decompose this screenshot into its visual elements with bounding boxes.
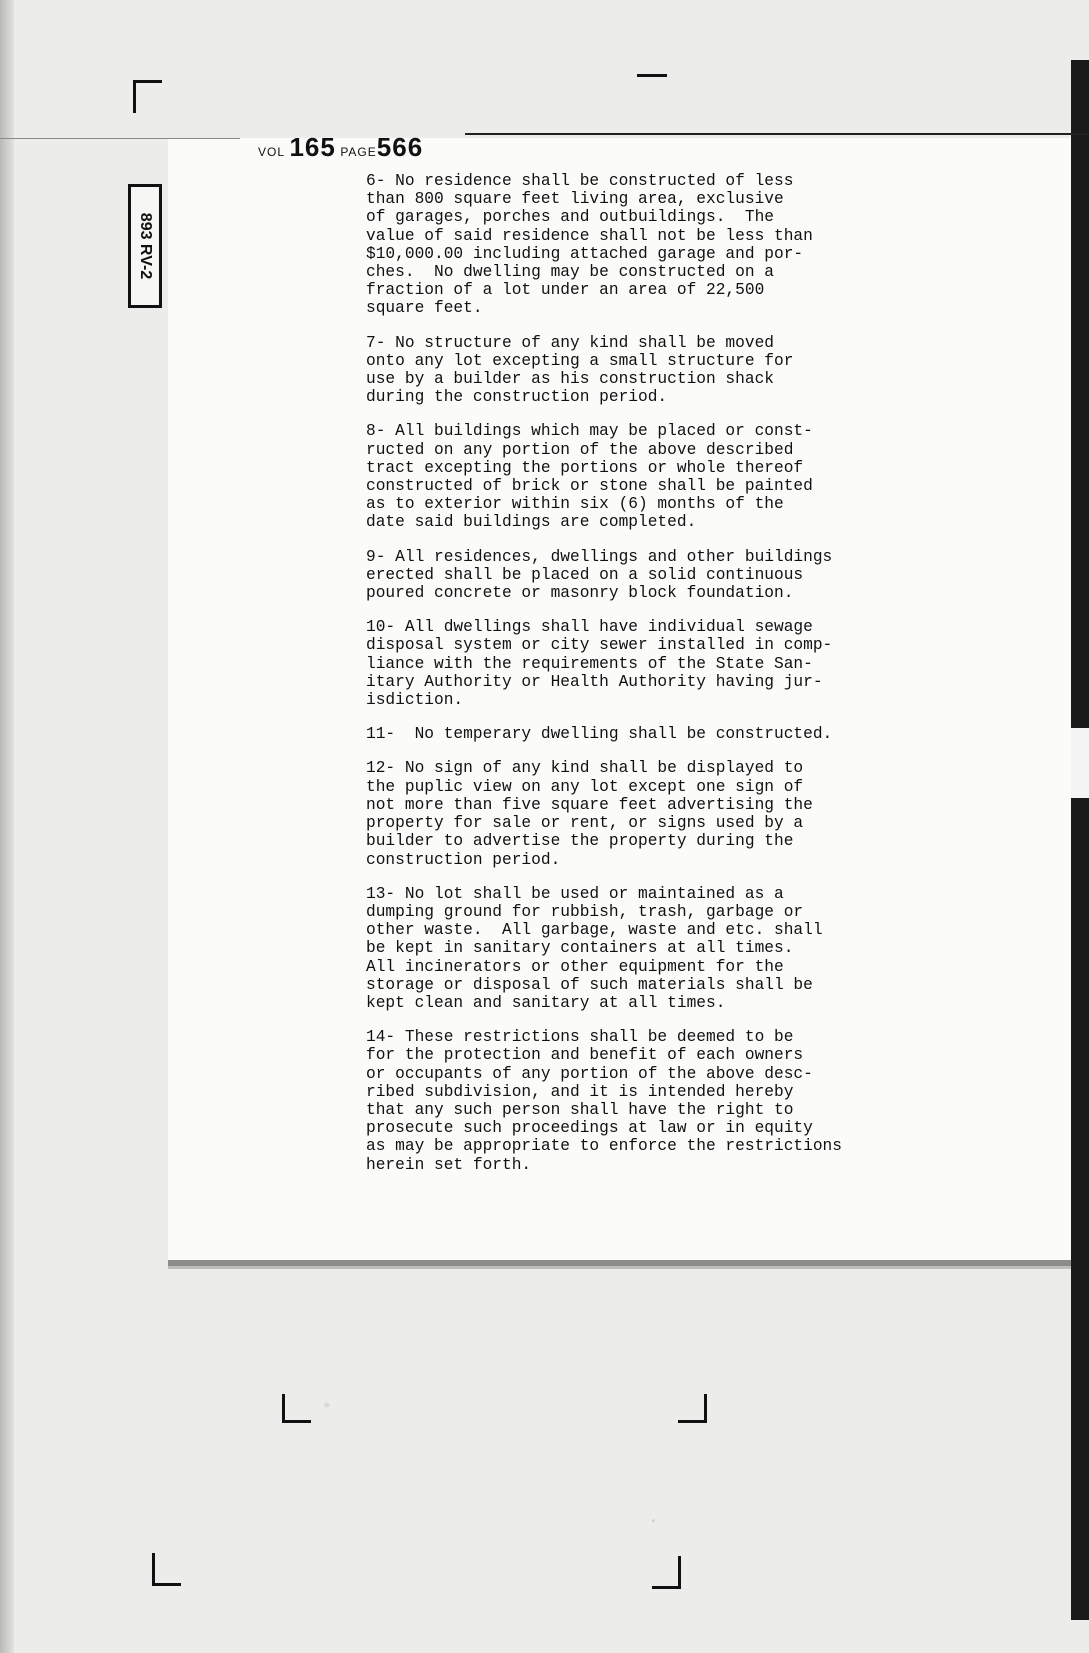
margin-stamp [128,184,162,308]
crop-mark-lower-right [652,1556,681,1589]
page-label: PAGE [340,145,377,159]
header-rule-right [465,133,1089,135]
crop-mark-bottom-right [678,1394,707,1423]
header-rule-left [0,138,240,139]
volume-page-header [258,132,423,162]
crop-mark-lower-left [152,1553,181,1586]
clause-12: 12- No sign of any kind shall be displayed to the puplic view on any lot except one sign of not more than five square feet advertising the property for sale or rent, or signs used by a builder to advertise the property during the construction period. [366,759,813,869]
stamp-text: 893 RV-2 [137,212,154,280]
page-number: 566 [376,132,424,162]
clause-7: 7- No structure of any kind shall be moved onto any lot excepting a small structure for use by a builder as his construction shack during the construction period. [366,333,794,407]
clause-14: 14- These restrictions shall be deemed to be for the protection and benefit of each owners or occupants of any portion of the above desc- ribed subdivision, and it is intended hereby that any such person shall have the right to prosecute such proceedings at law or in equity as may be appropriate to enforce the restrictions herein set forth. [366,1028,842,1174]
clause-8: 8- All buildings which may be placed or const- ructed on any portion of the above described tract excepting the portions or whole thereof constructed of brick or stone shall be painted as to exterior within six (6) months of the date said buildings are completed. [366,422,813,532]
scan-edge-right [1071,60,1089,1620]
clause-6: 6- No residence shall be constructed of less than 800 square feet living area, exclusive of garages, porches and outbuildings. The value of said residence shall not be less than $10,000.00 including attached garage and por- ches. No dwelling may be constructed on a fraction of a lot under an area of 22,500 square feet. [366,172,813,318]
clause-10: 10- All dwellings shall have individual sewage disposal system or city sewer installed in comp- liance with the requirements of the State San- itary Authority or Health Authority having jur- isdiction. [366,618,833,710]
vol-number: 165 [289,132,336,162]
registration-mark-top [637,74,667,77]
vol-label: VOL [258,145,286,159]
scan-edge-left [0,0,14,1653]
clause-11: 11- No temperary dwelling shall be constructed. [366,725,833,744]
clause-13: 13- No lot shall be used or maintained as a dumping ground for rubbish, trash, garbage or other waste. All garbage, waste and etc. shall be kept in sanitary containers at all times. All incinerators or other equipment for the storage or disposal of such materials shall be kept clean and sanitary at all times. [366,884,823,1012]
restrictions-text [366,172,906,1190]
crop-mark-bottom-left [282,1394,311,1423]
crop-mark-top-left [133,80,162,113]
clause-9: 9- All residences, dwellings and other buildings erected shall be placed on a solid continuous poured concrete or masonry block foundation. [366,547,833,603]
